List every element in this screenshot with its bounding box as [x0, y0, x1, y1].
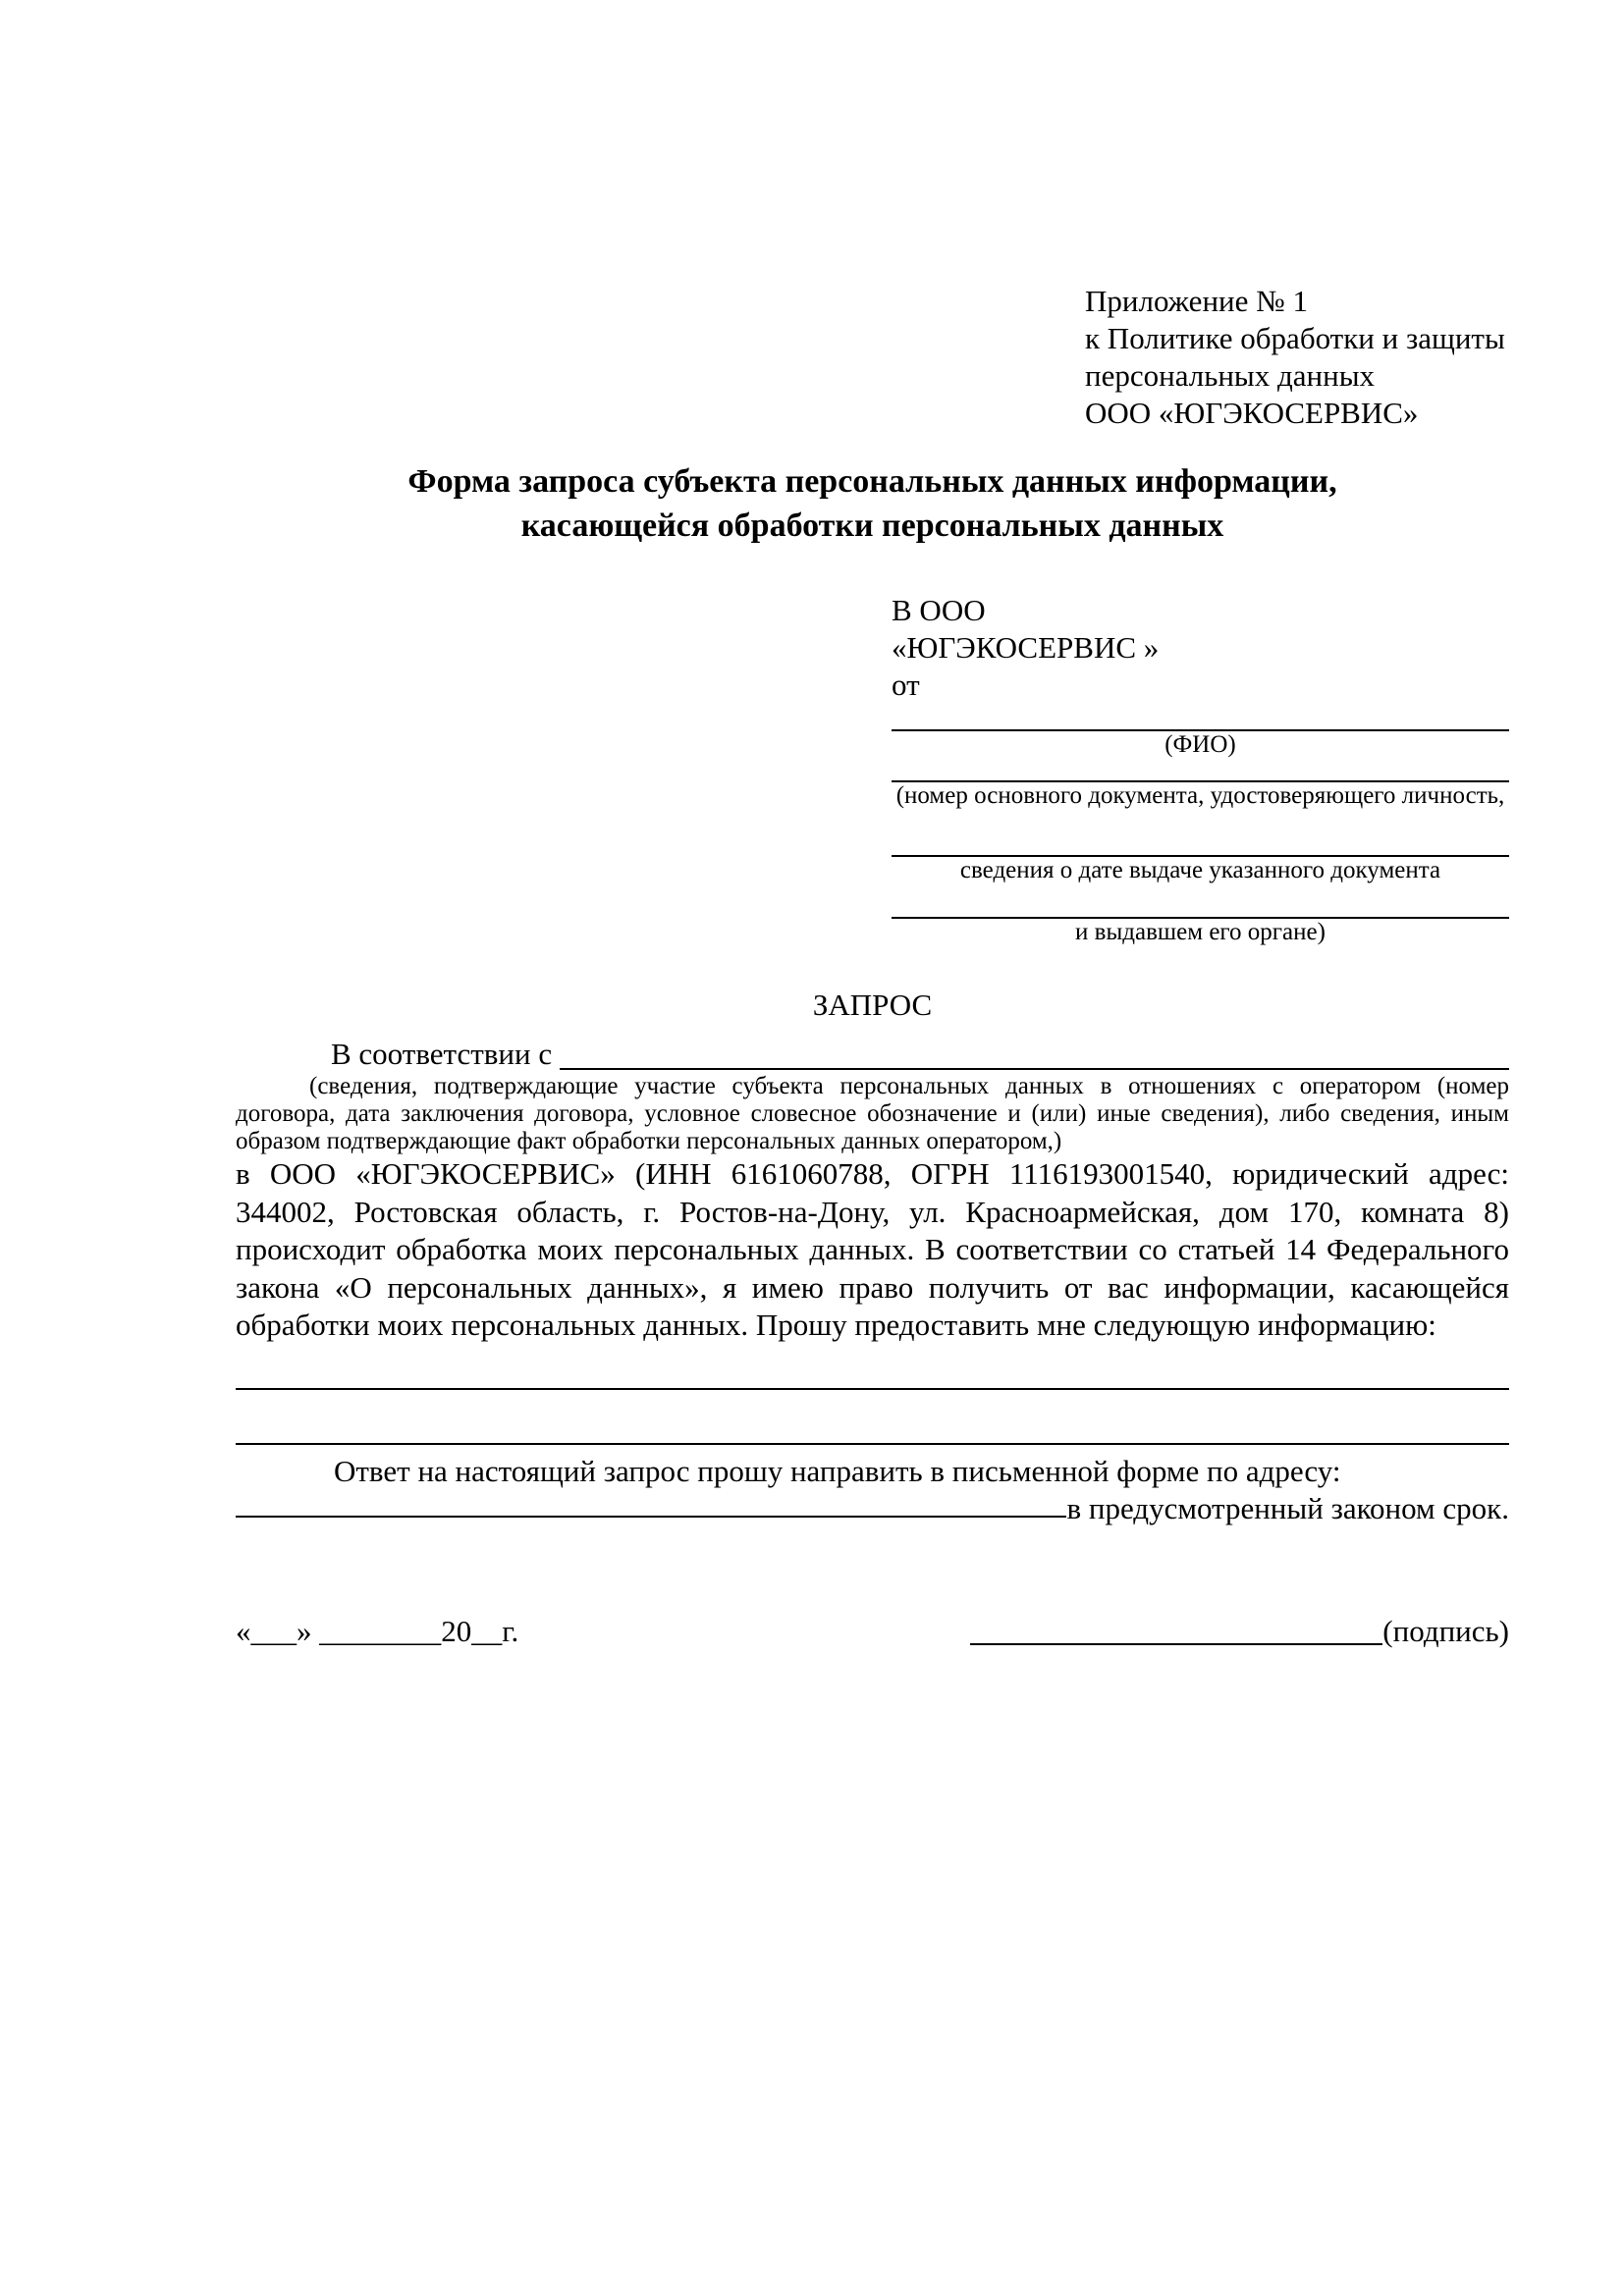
- document-title-line-1: Форма запроса субъекта персональных данных информации,: [407, 463, 1337, 500]
- reply-address-row: [236, 1490, 1509, 1528]
- appendix-line-2: к Политике обработки и защиты: [1085, 321, 1505, 355]
- signature-caption: (подпись): [1382, 1613, 1509, 1648]
- signature-row: [236, 1613, 1509, 1650]
- intro-label: В соответствии с: [331, 1037, 553, 1071]
- request-heading: ЗАПРОС: [812, 988, 933, 1022]
- document-number-caption: (номер основного документа, удостоверяющего личность,: [895, 782, 1505, 809]
- appendix-block: [1085, 283, 1509, 432]
- page-content: [236, 283, 1509, 1650]
- appendix-line-4: ООО «ЮГЭКОСЕРВИС»: [1085, 396, 1419, 430]
- info-blank-line-1[interactable]: [236, 1345, 1509, 1390]
- document-issuer-fill-line[interactable]: [892, 884, 1509, 919]
- appendix-line-3: персональных данных: [1085, 358, 1376, 393]
- signature-fill-line[interactable]: [970, 1613, 1382, 1645]
- addressee-block: [892, 592, 1509, 946]
- body-paragraph: в ООО «ЮГЭКОСЕРВИС» (ИНН 6161060788, ОГРН 1116193001540, юридический адрес: 344002, Ростовская область, г. Ростов-на-Дону, ул. Красноармейская, дом 170, комната 8) происходит обработка моих персональных данных. В соответствии со статьей 14 Федерального закона «О персональных данных», я имею право получить от вас информации, касающейся обработки моих персональных данных. Прошу предоставить мне следующую информацию:: [236, 1156, 1509, 1342]
- appendix-line-1: Приложение № 1: [1085, 284, 1308, 318]
- document-number-fill-line[interactable]: [892, 759, 1509, 782]
- document-issuer-caption: и выдавшем его органе): [1075, 919, 1326, 945]
- intro-row: [236, 1036, 1509, 1073]
- document-title: [236, 459, 1509, 548]
- date-fill-label[interactable]: «___» ________20__г.: [236, 1613, 519, 1648]
- fio-fill-line[interactable]: [892, 704, 1509, 731]
- document-title-line-2: касающейся обработки персональных данных: [520, 507, 1224, 544]
- addressee-from-label: от: [892, 667, 920, 702]
- document-date-fill-line[interactable]: [892, 810, 1509, 857]
- info-blank-line-2[interactable]: [236, 1390, 1509, 1445]
- document-date-caption: сведения о дате выдаче указанного документа: [959, 857, 1441, 883]
- addressee-org-line-1: В ООО: [892, 593, 986, 627]
- basis-fill-line[interactable]: [560, 1036, 1509, 1070]
- addressee-org-line-2: «ЮГЭКОСЕРВИС »: [892, 630, 1160, 665]
- fio-caption: (ФИО): [1164, 731, 1236, 758]
- reply-paragraph: Ответ на настоящий запрос прошу направить в письменной форме по адресу:: [334, 1453, 1341, 1488]
- reply-suffix: в предусмотренный законом срок.: [1066, 1491, 1509, 1525]
- footnote-text: (сведения, подтверждающие участие субъекта персональных данных в отношениях с оператором (номер договора, дата заключения договора, условное словесное обозначение и (или) иные сведения), либо сведения, иным образом подтверждающие факт обработки персональных данных оператором,): [236, 1073, 1509, 1154]
- address-fill-line[interactable]: [236, 1490, 1066, 1518]
